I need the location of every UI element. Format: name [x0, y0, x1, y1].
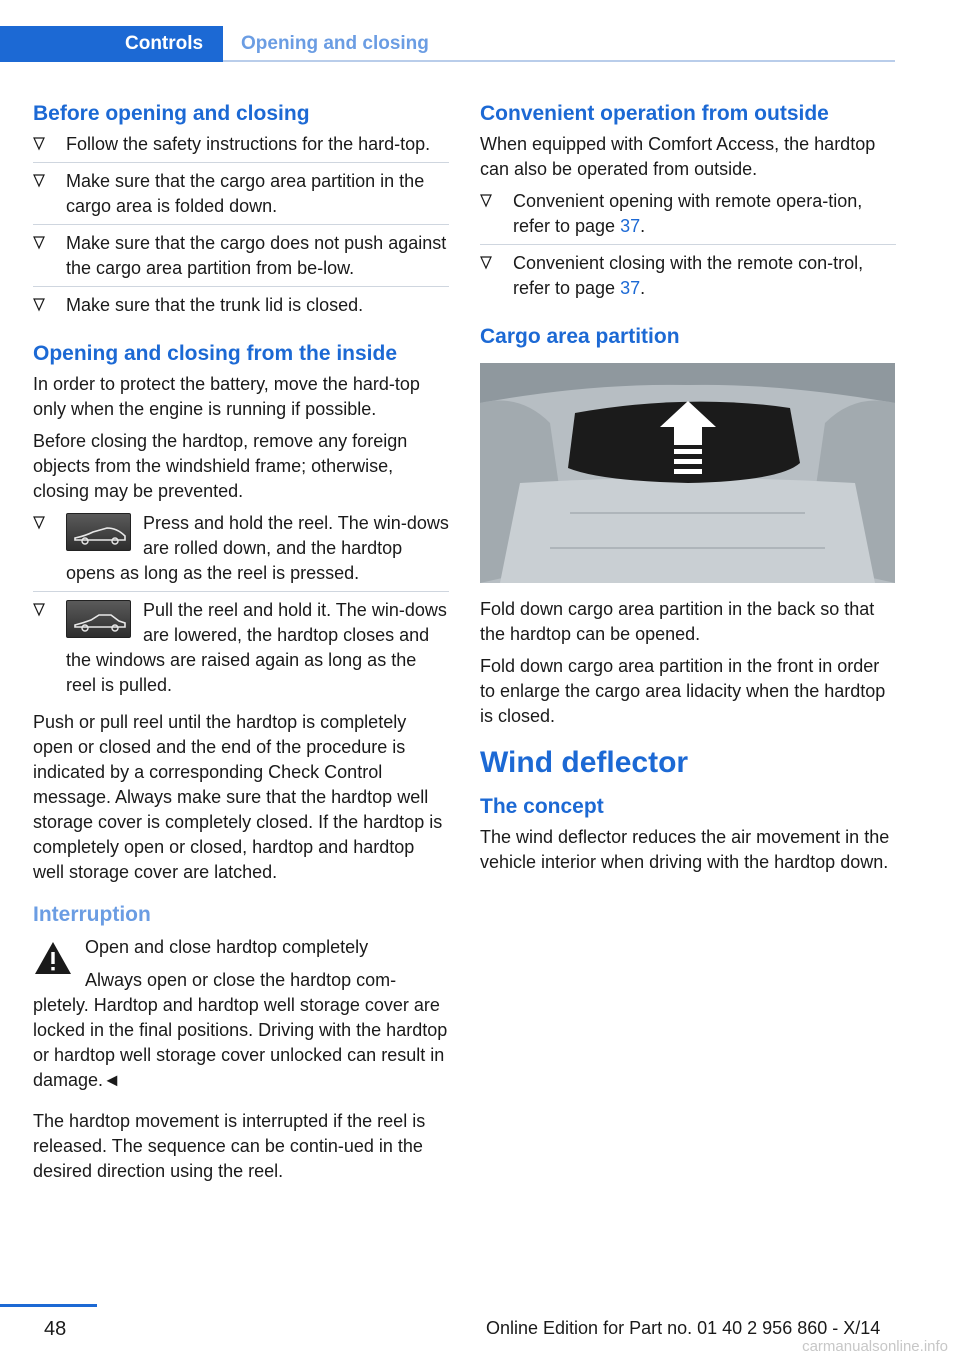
inside-paragraph-2: Before closing the hardtop, remove any foreign objects from the windshield frame; otherwise, closing may be prevented. — [33, 431, 408, 501]
page-reference-link[interactable]: 37 — [620, 278, 641, 298]
triangle-bullet-icon — [33, 603, 45, 617]
cargo-paragraph-2: Fold down cargo area partition in the front in order to enlarge the cargo area lidacity when the hardtop is closed. — [480, 656, 886, 726]
triangle-bullet-icon — [33, 516, 45, 530]
before-heading: Before opening and closing — [33, 102, 310, 125]
triangle-bullet-icon — [480, 194, 492, 208]
convenient-list — [480, 189, 896, 307]
topic-tab[interactable]: Opening and closing — [241, 33, 429, 54]
warning-text: Always open or close the hardtop com-pletely. Hardtop and hardtop well storage cover are locked in the final positions. Driving with the hardtop or hardtop well storage cover unlocked can result in damage.◄ — [33, 970, 448, 1090]
convertible-close-button-icon — [66, 600, 131, 638]
list-item — [33, 231, 449, 287]
list-item — [33, 293, 449, 324]
convenient-heading: Convenient operation from outside — [480, 102, 829, 125]
list-item-text: Make sure that the cargo area partition in the cargo area is folded down. — [66, 171, 425, 216]
list-item-text: Convenient opening with remote opera-tion, refer to page — [513, 191, 863, 236]
list-item — [33, 598, 449, 704]
inside-heading: Opening and closing from the inside — [33, 342, 398, 365]
triangle-bullet-icon — [33, 137, 45, 151]
triangle-bullet-icon — [33, 298, 45, 312]
list-item-text: Follow the safety instructions for the hard-top. — [66, 134, 431, 154]
list-item-text: Make sure that the cargo does not push against the cargo area partition from be-low. — [66, 233, 447, 278]
page-header — [0, 26, 895, 62]
page-number: 48 — [44, 1318, 67, 1340]
right-column — [480, 100, 896, 882]
left-column — [33, 100, 449, 1191]
before-list — [33, 132, 449, 324]
list-item-text: Press and hold the reel. The win-dows are rolled down, and the hardtop opens as long as the reel is pressed. — [66, 513, 449, 583]
triangle-bullet-icon — [33, 236, 45, 250]
section-tab[interactable]: Controls — [0, 26, 223, 62]
convenient-paragraph: When equipped with Comfort Access, the hardtop can also be operated from outside. — [480, 134, 876, 179]
list-item — [33, 132, 449, 163]
page-reference-link[interactable]: 37 — [620, 216, 641, 236]
warning-triangle-icon — [33, 939, 73, 977]
list-item-text: Convenient closing with the remote con-trol, refer to page — [513, 253, 864, 298]
interruption-paragraph: The hardtop movement is interrupted if the reel is released. The sequence can be contin-ued in the desired direction using the reel. — [33, 1111, 426, 1181]
footer-rule — [0, 1304, 97, 1307]
inside-paragraph-3: Push or pull reel until the hardtop is completely open or closed and the end of the procedure is indicated by a corresponding Check Control message. Always make sure that the hardtop well storage cover is completely closed. If the hardtop is completely open or closed, hardtop and hardtop well storage cover are latched. — [33, 712, 443, 882]
concept-paragraph: The wind deflector reduces the air movement in the vehicle interior when driving with the hardtop down. — [480, 827, 890, 872]
list-item-text: Make sure that the trunk lid is closed. — [66, 295, 364, 315]
watermark: carmanualsonline.info — [802, 1338, 948, 1355]
cargo-heading: Cargo area partition — [480, 325, 680, 348]
inside-paragraph-1: In order to protect the battery, move the hard-top only when the engine is running if possible. — [33, 374, 420, 419]
wind-deflector-heading: Wind deflector — [480, 746, 689, 779]
convertible-open-button-icon — [66, 513, 131, 551]
list-item-text: Pull the reel and hold it. The win-dows are lowered, the hardtop closes and the windows are raised again as long as the reel is pulled. — [66, 600, 447, 695]
interruption-heading: Interruption — [33, 903, 151, 926]
list-item — [480, 251, 896, 307]
concept-heading: The concept — [480, 795, 604, 818]
list-item-end: . — [640, 216, 646, 236]
list-item-end: . — [640, 278, 646, 298]
header-rule — [223, 60, 895, 62]
cargo-partition-photo — [480, 363, 895, 583]
triangle-bullet-icon — [480, 256, 492, 270]
list-item — [33, 169, 449, 225]
list-item — [480, 189, 896, 245]
warning-block — [33, 935, 449, 1093]
edition-text: Online Edition for Part no. 01 40 2 956 860 - X/14 — [486, 1318, 881, 1338]
cargo-paragraph-1: Fold down cargo area partition in the back so that the hardtop can be opened. — [480, 599, 875, 644]
list-item — [33, 511, 449, 592]
warning-title: Open and close hardtop completely — [85, 937, 369, 957]
triangle-bullet-icon — [33, 174, 45, 188]
inside-list — [33, 511, 449, 704]
